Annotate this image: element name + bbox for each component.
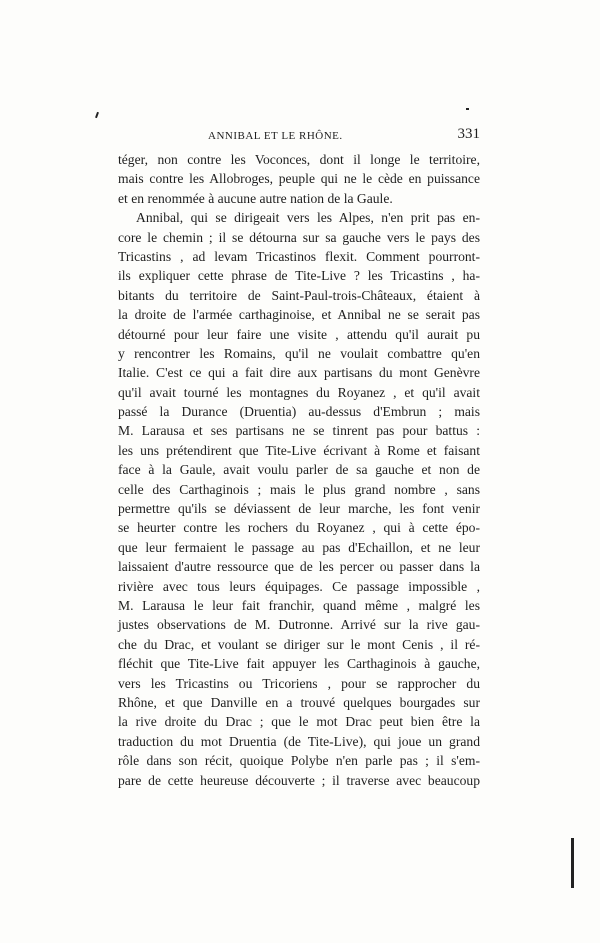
text-line: Tricastins , ad levam Tricastinos flexit. Comment pourront- — [118, 248, 480, 264]
text-line: les uns prétendirent que Tite-Live écrivant à Rome et faisant — [118, 442, 480, 458]
text-line: et en renommée à aucune autre nation de la Gaule. — [118, 190, 393, 206]
text-line: laissaient d'autre ressource que de les percer ou passer dans la — [118, 559, 480, 575]
paragraph — [118, 150, 480, 208]
margin-speck — [466, 108, 469, 110]
text-line: rivière avec tous leurs équipages. Ce passage impossible , — [118, 578, 480, 594]
text-line: détourné pour leur faire une visite , attendu qu'il aurait pu — [118, 326, 480, 342]
running-title: ANNIBAL ET LE RHÔNE. — [208, 130, 343, 142]
running-head — [118, 126, 480, 146]
text-line: celle des Carthaginois ; mais le plus grand nombre , sans — [118, 481, 480, 497]
text-line: fléchit que Tite-Live fait appuyer les Carthaginois à gauche, — [118, 656, 480, 672]
text-line: permettre qu'ils se déviassent de leur marche, les font venir — [118, 501, 480, 517]
text-line: la rive droite du Drac ; que le mot Drac peut bien être la — [118, 714, 480, 730]
text-line: que leur fermaient le passage au pas d'Echaillon, et ne leur — [118, 539, 480, 555]
text-line: che du Drac, et voulant se diriger sur le mont Cenis , il ré- — [118, 636, 480, 652]
text-line: passé la Durance (Druentia) au-dessus d'Embrun ; mais — [118, 404, 480, 420]
text-line: la droite de l'armée carthaginoise, et Annibal ne se serait pas — [118, 307, 480, 323]
page-number: 331 — [457, 126, 480, 142]
text-line: Italie. C'est ce qui a fait dire aux partisans du mont Genèvre — [118, 365, 480, 381]
paragraph — [118, 208, 480, 790]
text-line: face à la Gaule, avait voulu parler de sa gauche et non de — [118, 462, 480, 478]
text-line: traduction du mot Druentia (de Tite-Live), qui joue un grand — [118, 733, 480, 749]
margin-speck — [95, 112, 99, 118]
text-line: core le chemin ; il se détourna sur sa gauche vers le pays des — [118, 229, 480, 245]
text-line: Annibal, qui se dirigeait vers les Alpes, n'en prit pas en- — [136, 210, 480, 226]
text-line: M. Larausa et ses partisans ne se tinrent pas pour battus : — [118, 423, 480, 439]
text-line: y rencontrer les Romains, qu'il ne voulait combattre qu'en — [118, 345, 480, 361]
body-text — [118, 150, 480, 790]
text-line: mais contre les Allobroges, peuple qui ne le cède en puissance — [118, 171, 480, 187]
margin-speck — [571, 838, 574, 888]
text-line: justes observations de M. Dutronne. Arrivé sur la rive gau- — [118, 617, 480, 633]
text-line: rôle dans son récit, quoique Polybe n'en parle pas ; il s'em- — [118, 753, 480, 769]
text-line: pare de cette heureuse découverte ; il traverse avec beaucoup — [118, 772, 480, 788]
text-line: Rhône, et que Danville en a trouvé quelques bourgades sur — [118, 694, 480, 710]
text-line: téger, non contre les Voconces, dont il longe le territoire, — [118, 152, 480, 167]
text-line: M. Larausa le leur fait franchir, quand même , malgré les — [118, 597, 480, 613]
text-line: qu'il avait tourné les montagnes du Royanez , et qu'il avait — [118, 384, 480, 400]
text-line: ils expliquer cette phrase de Tite-Live ? les Tricastins , ha- — [118, 268, 480, 284]
text-line: bitants du territoire de Saint-Paul-trois-Châteaux, étaient à — [118, 287, 480, 303]
text-line: vers les Tricastins ou Tricoriens , pour se rapprocher du — [118, 675, 480, 691]
text-line: se heurter contre les rochers du Royanez , qui à cette épo- — [118, 520, 480, 536]
